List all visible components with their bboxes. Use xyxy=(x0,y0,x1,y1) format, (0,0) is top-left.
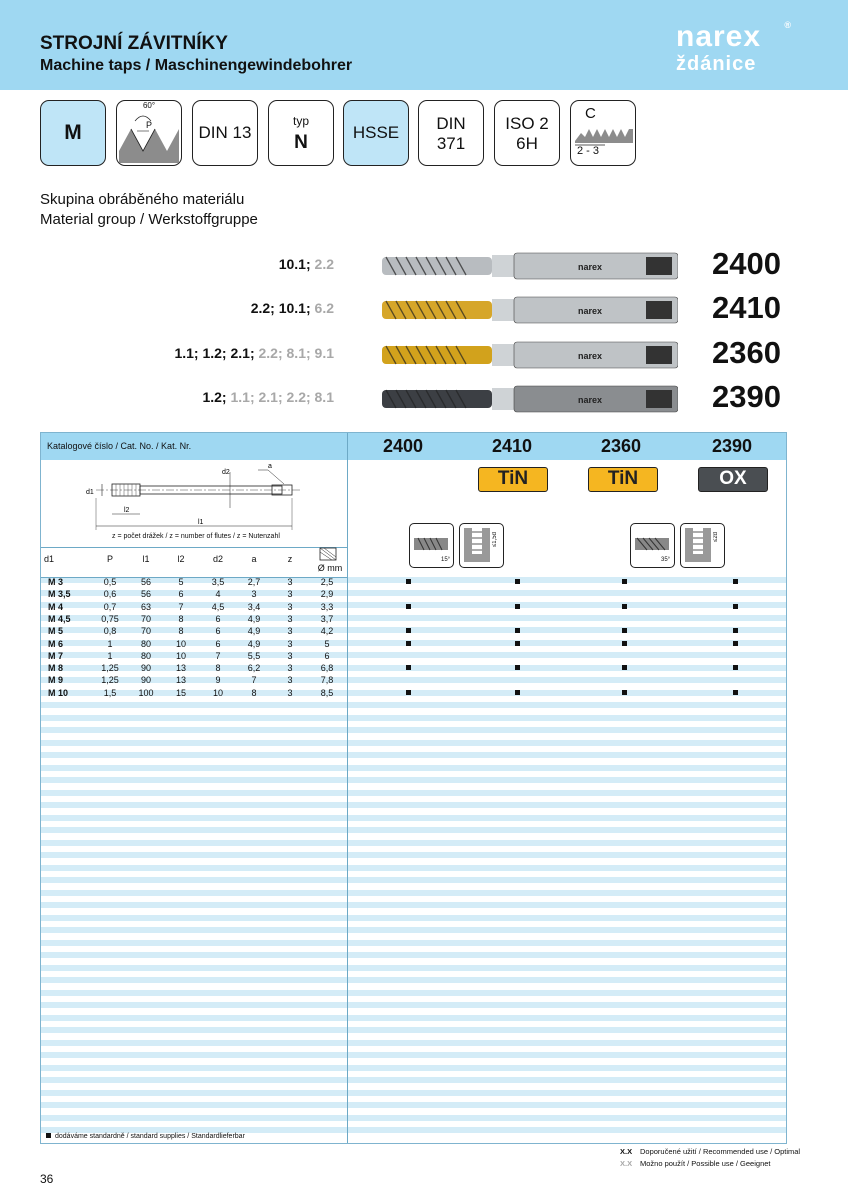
table-stripe xyxy=(41,1115,786,1121)
header-band xyxy=(0,0,848,90)
brand-logo xyxy=(676,20,791,75)
cell-d1: M 10 xyxy=(48,687,69,698)
table-stripe xyxy=(41,952,786,958)
tool-brand-label: narex xyxy=(578,395,603,405)
cell-d1: M 6 xyxy=(48,638,64,649)
product-row xyxy=(0,290,848,330)
standard-supply-mark xyxy=(733,604,738,609)
cell-d2: 9 xyxy=(215,675,221,686)
possible-groups: 1.1; 2.1; 2.2; 8.1 xyxy=(230,389,334,405)
cell-d1: M 3 xyxy=(48,577,64,587)
col-header-d1: d1 xyxy=(44,554,55,564)
possible-groups: 2.2; 8.1; 9.1 xyxy=(258,345,334,361)
cell-l2: 15 xyxy=(175,687,186,698)
diagram-a-label: a xyxy=(268,463,272,470)
cell-a: 6,2 xyxy=(247,663,261,674)
cell-l1: 80 xyxy=(140,650,151,661)
thread-type-label: M xyxy=(64,121,82,144)
product-row xyxy=(0,379,848,419)
table-stripe xyxy=(41,977,786,983)
cell-P: 1,25 xyxy=(101,663,119,674)
cell-P: 0,8 xyxy=(103,626,117,637)
diagram-divider xyxy=(41,547,347,548)
standard-supply-mark xyxy=(622,690,627,695)
tool-material-badge xyxy=(343,100,409,166)
material-group-title: Skupina obráběného materiálu xyxy=(40,191,245,208)
recommended-groups: 2.2; 10.1; xyxy=(250,300,315,316)
table-stripe xyxy=(41,740,786,746)
table-stripe xyxy=(41,1002,786,1008)
standard-supply-mark xyxy=(733,665,738,670)
depth-limit-2d: ≤2d xyxy=(713,532,719,542)
cell-P: 0,7 xyxy=(103,601,117,612)
diagram-d1-label: d1 xyxy=(86,489,94,496)
cell-P: 0,6 xyxy=(103,589,117,600)
legend-symbol-possible: X.X xyxy=(620,1159,633,1168)
tool-brand-label: narex xyxy=(578,262,603,272)
cell-P: 1 xyxy=(107,650,113,661)
standard-supply-mark xyxy=(515,579,520,584)
cell-d1: M 9 xyxy=(48,675,64,686)
cell-d1: M 4,5 xyxy=(48,613,71,624)
cell-z: 3 xyxy=(287,589,293,600)
thread-profile-badge xyxy=(116,100,182,166)
cell-d2: 4 xyxy=(215,589,221,600)
table-stripe xyxy=(41,1027,786,1033)
material-groups xyxy=(279,256,334,272)
standard-supply-mark xyxy=(622,579,627,584)
table-stripe xyxy=(41,915,786,921)
standard-supply-note xyxy=(46,1133,245,1140)
col-header-l1: l1 xyxy=(142,554,150,564)
standard-supply-marker xyxy=(46,1133,51,1138)
tap-tool-image xyxy=(382,384,678,414)
cell-l1: 90 xyxy=(140,675,151,686)
iso-line1: ISO 2 xyxy=(505,114,549,133)
product-number: 2390 xyxy=(712,379,781,414)
cell-d2: 3,5 xyxy=(211,577,225,587)
possible-groups: 6.2 xyxy=(314,300,334,316)
cell-z: 3 xyxy=(287,626,293,637)
cell-dia: 4,2 xyxy=(320,626,334,637)
table-stripe xyxy=(41,1040,786,1046)
coating-badge-tin: TiN xyxy=(588,467,658,492)
cell-z: 3 xyxy=(287,675,293,686)
cell-z: 3 xyxy=(287,663,293,674)
cell-l2: 7 xyxy=(178,601,184,612)
standard-supply-mark xyxy=(515,690,520,695)
table-stripe xyxy=(41,727,786,733)
cell-l1: 90 xyxy=(140,663,151,674)
cell-l1: 63 xyxy=(140,601,151,612)
standard-supply-mark xyxy=(406,628,411,633)
standard-label: DIN 13 xyxy=(198,123,252,142)
cell-a: 2,7 xyxy=(247,577,261,587)
product-number: 2400 xyxy=(712,246,781,281)
table-stripe xyxy=(41,840,786,846)
col-header-d2: d2 xyxy=(212,554,223,564)
standard-supply-mark xyxy=(515,628,520,633)
table-stripe xyxy=(41,852,786,858)
cell-d1: M 3,5 xyxy=(48,589,71,600)
standard-supply-text: dodáváme standardně / standard supplies / Standardlieferbar xyxy=(55,1133,245,1140)
standard-supply-mark xyxy=(515,604,520,609)
page-number: 36 xyxy=(40,1172,54,1186)
col-header-l2: l2 xyxy=(177,554,185,564)
diagram-l1-label: l1 xyxy=(198,519,204,526)
cell-d2: 7 xyxy=(215,650,221,661)
table-stripe xyxy=(41,990,786,996)
cell-a: 4,9 xyxy=(247,626,261,637)
tap-tool-image xyxy=(382,295,678,325)
cell-dia: 2,9 xyxy=(320,589,334,600)
tap-type-value: N xyxy=(294,132,308,153)
cell-l2: 8 xyxy=(178,626,184,637)
col-header-pitch: P xyxy=(106,554,113,564)
standard-supply-mark xyxy=(406,579,411,584)
table-stripe xyxy=(41,702,786,708)
cell-l1: 56 xyxy=(140,589,151,600)
material-groups xyxy=(202,389,334,405)
recommended-groups: 1.1; 1.2; 2.1; xyxy=(174,345,259,361)
legend-text-possible: Možno použít / Possible use / Geeignet xyxy=(640,1159,771,1168)
col-header-z: z xyxy=(287,554,293,564)
cat-no-2410: 2410 xyxy=(491,436,533,456)
blind-hole-icon xyxy=(459,523,504,568)
cell-d2: 10 xyxy=(212,687,223,698)
cell-d2: 4,5 xyxy=(211,601,225,612)
din-line2: 371 xyxy=(436,134,466,153)
standard-supply-mark xyxy=(733,641,738,646)
tool-material-label: HSSE xyxy=(352,123,400,142)
table-stripe xyxy=(41,777,786,783)
table-stripe xyxy=(41,790,786,796)
table-stripe xyxy=(41,890,786,896)
din-371-badge xyxy=(418,100,484,166)
thread-type-badge xyxy=(40,100,106,166)
standard-supply-mark xyxy=(733,628,738,633)
spiral-flute-icon xyxy=(630,523,675,568)
standard-supply-mark xyxy=(406,665,411,670)
tolerance-badge xyxy=(494,100,560,166)
cell-z: 3 xyxy=(287,687,293,698)
cell-a: 4,9 xyxy=(247,613,261,624)
legend-symbol-recommended: X.X xyxy=(620,1147,633,1156)
cell-P: 0,75 xyxy=(101,613,119,624)
product-number: 2410 xyxy=(712,290,781,325)
cell-z: 3 xyxy=(287,613,293,624)
tap-type-badge xyxy=(268,100,334,166)
standard-badge xyxy=(192,100,258,166)
cat-no-2390: 2390 xyxy=(711,436,753,456)
standard-supply-mark xyxy=(733,690,738,695)
cell-d1: M 4 xyxy=(48,601,64,612)
possible-groups: 2.2 xyxy=(314,256,334,272)
table-stripe xyxy=(41,927,786,933)
cell-d1: M 8 xyxy=(48,663,64,674)
tap-dimension-diagram xyxy=(72,462,312,532)
table-stripe xyxy=(41,865,786,871)
cat-no-2360: 2360 xyxy=(600,436,642,456)
table-stripe xyxy=(41,1077,786,1083)
table-stripe xyxy=(41,1015,786,1021)
table-stripe xyxy=(41,752,786,758)
product-row xyxy=(0,246,848,286)
cell-l1: 56 xyxy=(140,577,151,587)
tap-tool-image xyxy=(382,251,678,281)
table-stripe xyxy=(41,815,786,821)
cell-z: 3 xyxy=(287,638,293,649)
col-header-drill-diameter: Ø mm xyxy=(317,563,343,573)
cell-l2: 6 xyxy=(178,589,184,600)
table-stripe xyxy=(41,827,786,833)
cell-l2: 8 xyxy=(178,613,184,624)
standard-supply-mark xyxy=(622,665,627,670)
cell-d2: 6 xyxy=(215,613,221,624)
thread-profile-icon xyxy=(117,101,180,164)
cell-d2: 6 xyxy=(215,626,221,637)
cat-no-2400: 2400 xyxy=(382,436,424,456)
cell-l2: 5 xyxy=(178,577,184,587)
standard-supply-mark xyxy=(406,690,411,695)
table-stripe xyxy=(41,965,786,971)
recommended-groups: 10.1; xyxy=(278,256,315,272)
cell-P: 1 xyxy=(107,638,113,649)
col-header-a: a xyxy=(251,554,257,564)
cell-a: 8 xyxy=(251,687,257,698)
chamfer-form-label: C xyxy=(585,105,596,122)
cell-z: 3 xyxy=(287,650,293,661)
coating-badge-ox: OX xyxy=(698,467,768,492)
registered-mark: ® xyxy=(784,20,791,30)
table-stripe xyxy=(41,765,786,771)
thread-angle-label: 60° xyxy=(142,101,156,110)
blind-hole-icon xyxy=(680,523,725,568)
cell-z: 3 xyxy=(287,601,293,612)
table-stripe xyxy=(41,877,786,883)
cell-l2: 10 xyxy=(175,638,186,649)
cell-P: 0,5 xyxy=(103,577,117,587)
table-stripe xyxy=(41,902,786,908)
table-stripe xyxy=(41,1052,786,1058)
cell-dia: 5 xyxy=(324,638,330,649)
table-stripe xyxy=(41,802,786,808)
cell-l1: 80 xyxy=(140,638,151,649)
table-header-bar xyxy=(41,433,786,460)
tap-type-caption: typ xyxy=(292,114,309,128)
cell-l2: 13 xyxy=(175,675,186,686)
cell-dia: 3,7 xyxy=(320,613,334,624)
standard-supply-mark xyxy=(406,641,411,646)
cell-l2: 10 xyxy=(175,650,186,661)
cell-l1: 70 xyxy=(140,626,151,637)
table-stripe xyxy=(41,715,786,721)
legend-possible xyxy=(620,1159,771,1168)
logo-text-bottom: ždánice xyxy=(676,53,757,75)
cell-dia: 3,3 xyxy=(320,601,334,612)
cell-dia: 2,5 xyxy=(320,577,334,587)
cell-a: 5,5 xyxy=(247,650,261,661)
product-row xyxy=(0,335,848,375)
cell-a: 4,9 xyxy=(247,638,261,649)
drill-hole-icon xyxy=(316,546,340,562)
standard-supply-mark xyxy=(622,604,627,609)
cell-d2: 6 xyxy=(215,638,221,649)
cell-l1: 70 xyxy=(140,613,151,624)
tool-brand-label: narex xyxy=(578,306,603,316)
cell-dia: 8,5 xyxy=(320,687,334,698)
blind-hole-depth-icon xyxy=(681,524,724,567)
chamfer-badge xyxy=(570,100,636,166)
logo-text-top: narex xyxy=(676,20,762,53)
diagram-l2-label: l2 xyxy=(124,507,130,514)
recommended-groups: 1.2; xyxy=(202,389,231,405)
page-title: STROJNÍ ZÁVITNÍKY xyxy=(40,33,228,54)
cell-a: 7 xyxy=(251,675,257,686)
flutes-caption: z = počet drážek / z = number of flutes / z = Nutenzahl xyxy=(112,533,280,540)
depth-limit-1-5d: ≤1,5d xyxy=(492,532,498,547)
cell-l2: 13 xyxy=(175,663,186,674)
standard-supply-mark xyxy=(733,579,738,584)
standard-supply-mark xyxy=(622,641,627,646)
legend-text-recommended: Doporučené užití / Recommended use / Optimal xyxy=(640,1147,801,1156)
diagram-d2-label: d2 xyxy=(222,469,230,476)
chamfer-threads-label: 2 - 3 xyxy=(577,145,600,157)
cell-l1: 100 xyxy=(138,687,154,698)
cell-dia: 6 xyxy=(324,650,330,661)
thread-pitch-label: P xyxy=(145,120,152,130)
helix-angle-15: 15° xyxy=(441,557,451,563)
cell-P: 1,25 xyxy=(101,675,119,686)
table-stripe xyxy=(41,940,786,946)
standard-supply-mark xyxy=(515,665,520,670)
table-column-divider xyxy=(347,433,348,1143)
cell-dia: 7,8 xyxy=(320,675,334,686)
catalog-number-label: Katalogové číslo / Cat. No. / Kat. Nr. xyxy=(47,441,192,451)
cell-dia: 6,8 xyxy=(320,663,334,674)
material-group-subtitle: Material group / Werkstoffgruppe xyxy=(40,211,258,228)
legend-recommended xyxy=(620,1147,800,1156)
tool-brand-label: narex xyxy=(578,351,603,361)
table-stripe xyxy=(41,1065,786,1071)
table-stripe xyxy=(41,1090,786,1096)
cell-d1: M 7 xyxy=(48,650,64,661)
cell-a: 3,4 xyxy=(247,601,261,612)
standard-supply-mark xyxy=(622,628,627,633)
cell-z: 3 xyxy=(287,577,293,587)
product-number: 2360 xyxy=(712,335,781,370)
cell-d1: M 5 xyxy=(48,626,64,637)
din-line1: DIN xyxy=(436,114,466,133)
spiral-flute-icon xyxy=(409,523,454,568)
material-groups xyxy=(174,345,334,361)
tap-tool-image xyxy=(382,340,678,370)
table-stripe xyxy=(41,1102,786,1108)
material-groups xyxy=(251,300,334,316)
cell-a: 3 xyxy=(251,589,257,600)
iso-line2: 6H xyxy=(516,134,538,153)
cell-P: 1,5 xyxy=(103,687,117,698)
page-subtitle: Machine taps / Maschinengewindebohrer xyxy=(40,57,353,74)
cell-d2: 8 xyxy=(215,663,221,674)
helix-angle-35: 35° xyxy=(661,557,671,563)
standard-supply-mark xyxy=(406,604,411,609)
standard-supply-mark xyxy=(515,641,520,646)
coating-badge-tin: TiN xyxy=(478,467,548,492)
